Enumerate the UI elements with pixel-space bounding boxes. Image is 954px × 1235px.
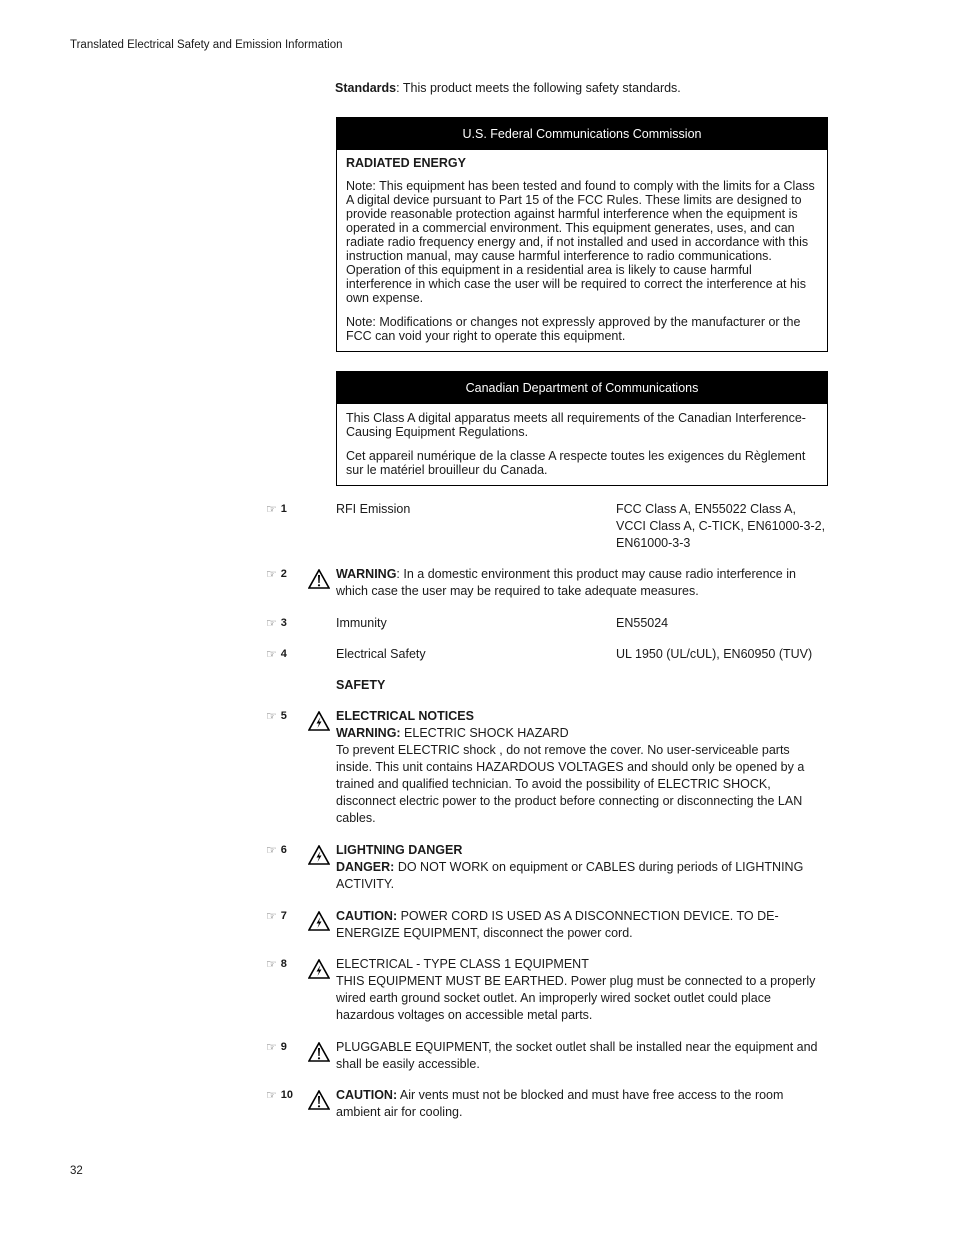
electric-hazard-icon xyxy=(308,959,330,979)
canada-english: This Class A digital apparatus meets all requirements of the Canadian Interference-Causing Equipment Regulations. xyxy=(346,411,806,439)
pluggable-text: PLUGGABLE EQUIPMENT, the socket outlet shall be installed near the equipment and shall be easily accessible. xyxy=(336,1040,818,1071)
standards-text: : This product meets the following safety standards. xyxy=(396,81,681,95)
electrical-notices-text: To prevent ELECTRIC shock , do not remove the cover. No user-serviceable parts inside. This unit contains HAZARDOUS VOLTAGES and should only be opened by a trained and qualified technician. To avoid the possibility of ELECTRIC SHOCK, disconnect electric power to the product before connecting or disconnecting the LAN cables. xyxy=(336,743,805,825)
pointing-hand-icon: ☞ xyxy=(266,909,277,923)
warning-label: WARNING: xyxy=(336,726,401,740)
pointing-hand-icon: ☞ xyxy=(266,709,277,723)
warning-triangle-icon xyxy=(308,1090,330,1110)
lightning-danger-heading: LIGHTNING DANGER xyxy=(336,843,463,857)
item-value: UL 1950 (UL/cUL), EN60950 (TUV) xyxy=(616,647,813,661)
hazard-text: ELECTRIC SHOCK HAZARD xyxy=(400,726,569,740)
safety-heading: SAFETY xyxy=(336,678,386,692)
item-value: EN55024 xyxy=(616,616,669,630)
fcc-box xyxy=(336,117,828,352)
class-1-heading: ELECTRICAL - TYPE CLASS 1 EQUIPMENT xyxy=(336,957,589,971)
running-header: Translated Electrical Safety and Emission Information xyxy=(70,39,343,51)
warning-label: WARNING xyxy=(336,567,397,581)
pointing-hand-icon: ☞ xyxy=(266,567,277,581)
canada-box-title: Canadian Department of Communications xyxy=(337,372,827,404)
caution-label: CAUTION: xyxy=(336,1088,398,1102)
warning-triangle-icon xyxy=(308,569,330,589)
canada-box xyxy=(336,371,828,486)
canada-french: Cet appareil numérique de la classe A respecte toutes les exigences du Règlement sur le matériel brouilleur du Canada. xyxy=(346,449,806,477)
power-cord-text: POWER CORD IS USED AS A DISCONNECTION DEVICE. TO DE-ENERGIZE EQUIPMENT, disconnect the power cord. xyxy=(336,909,779,940)
standards-intro xyxy=(335,81,681,95)
electrical-notices-heading: ELECTRICAL NOTICES xyxy=(336,709,474,723)
item-label: Immunity xyxy=(336,616,387,630)
electric-hazard-icon xyxy=(308,911,330,931)
electric-hazard-icon xyxy=(308,845,330,865)
fcc-box-title: U.S. Federal Communications Commission xyxy=(337,118,827,150)
warning-text: : In a domestic environment this product may cause radio interference in which case the user may be required to take adequate measures. xyxy=(336,567,796,598)
lightning-danger-text: DO NOT WORK on equipment or CABLES during periods of LIGHTNING ACTIVITY. xyxy=(336,860,804,891)
electric-hazard-icon xyxy=(308,711,330,731)
air-vents-text: Air vents must not be blocked and must have free access to the room ambient air for cooling. xyxy=(336,1088,784,1119)
fcc-note-2: Note: Modifications or changes not expressly approved by the manufacturer or the FCC can void your right to operate this equipment. xyxy=(346,315,801,343)
pointing-hand-icon: ☞ xyxy=(266,502,277,516)
pointing-hand-icon: ☞ xyxy=(266,1040,277,1054)
fcc-note-1: Note: This equipment has been tested and found to comply with the limits for a Class A digital device pursuant to Part 15 of the FCC Rules. These limits are designed to provide reasonable protection against harmful interference when the equipment is operated in a commercial environment. This equipment generates, uses, and can radiate radio frequency energy and, if not installed and used in accordance with this instruction manual, may cause harmful interference to radio communications. Operation of this equipment in a residential area is likely to cause harmful interference in which case the user will be required to correct the interference at his own expense. xyxy=(346,179,815,305)
pointing-hand-icon: ☞ xyxy=(266,843,277,857)
danger-label: DANGER: xyxy=(336,860,395,874)
warning-triangle-icon xyxy=(308,1042,330,1062)
radiated-energy-heading: RADIATED ENERGY xyxy=(346,156,466,170)
pointing-hand-icon: ☞ xyxy=(266,647,277,661)
item-label: RFI Emission xyxy=(336,502,411,516)
item-value: FCC Class A, EN55022 Class A, VCCI Class A, C-TICK, EN61000-3-2, EN61000-3-3 xyxy=(616,502,826,550)
item-label: Electrical Safety xyxy=(336,647,426,661)
class-1-text: THIS EQUIPMENT MUST BE EARTHED. Power plug must be connected to a properly wired earth ground socket outlet. An improperly wired socket outlet could place hazardous voltages on accessible metal parts. xyxy=(336,974,816,1022)
page-number: 32 xyxy=(70,1165,83,1177)
pointing-hand-icon: ☞ xyxy=(266,957,277,971)
pointing-hand-icon: ☞ xyxy=(266,616,277,630)
pointing-hand-icon: ☞ xyxy=(266,1088,277,1102)
caution-label: CAUTION: xyxy=(336,909,398,923)
standards-label: Standards xyxy=(335,81,397,95)
